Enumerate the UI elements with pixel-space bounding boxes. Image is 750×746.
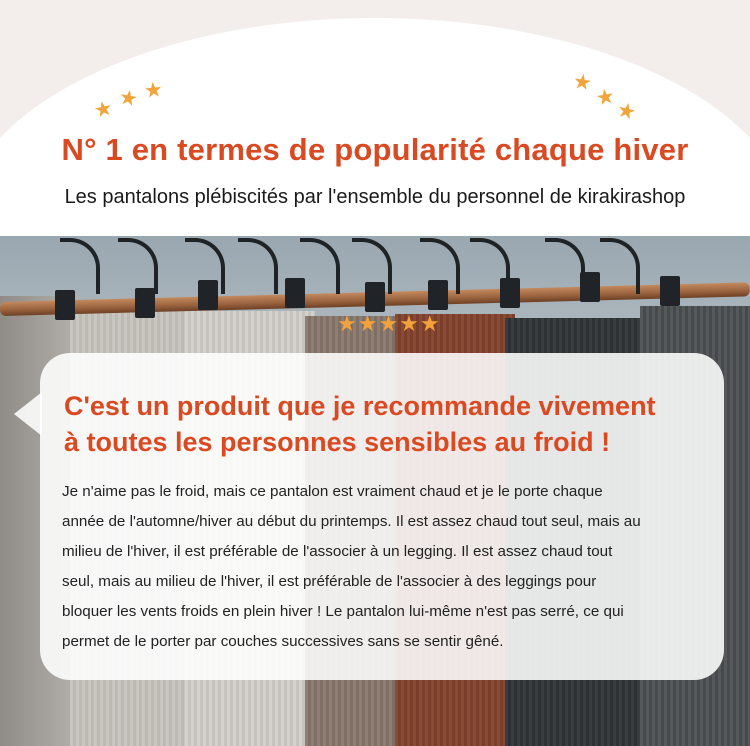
- star-icon: ★: [593, 83, 617, 111]
- hanger-clip: [500, 278, 520, 308]
- hanger-hook: [238, 238, 278, 294]
- rating-stars: ★★★★★: [337, 312, 441, 337]
- page-title: N° 1 en termes de popularité chaque hiver: [61, 132, 689, 167]
- hanger-clip: [285, 278, 305, 308]
- speech-bubble-tail: [14, 392, 42, 436]
- testimonial-headline: [64, 388, 714, 460]
- body-line: Je n'aime pas le froid, mais ce pantalon est vraiment chaud et je le porte chaque: [62, 483, 603, 500]
- testimonial-body: [62, 477, 712, 657]
- hanger-clip: [580, 272, 600, 302]
- star-icon: ★: [91, 95, 116, 123]
- headline-line: C'est un produit que je recommande vivement: [64, 391, 656, 421]
- star-icon: ★: [614, 97, 639, 125]
- body-line: seul, mais au milieu de l'hiver, il est préférable de l'associer à des leggings pour: [62, 573, 597, 590]
- hanger-clip: [198, 280, 218, 310]
- hanger-clip: [660, 276, 680, 306]
- star-icon: ★: [142, 77, 164, 103]
- star-icon: ★: [571, 68, 594, 96]
- star-icon: ★: [117, 84, 140, 112]
- body-line: bloquer les vents froids en plein hiver ! Le pantalon lui-même n'est pas serré, ce qui: [62, 603, 624, 620]
- header-section: [0, 0, 750, 236]
- hanger-hook: [545, 238, 585, 294]
- headline-line: à toutes les personnes sensibles au froid !: [64, 427, 611, 457]
- hanger-hook: [600, 238, 640, 294]
- body-line: année de l'automne/hiver au début du printemps. Il est assez chaud tout seul, mais au: [62, 513, 641, 530]
- hanger-hook: [118, 238, 158, 294]
- page-subtitle: Les pantalons plébiscités par l'ensemble du personnel de kirakirashop: [64, 186, 686, 208]
- hanger-clip: [428, 280, 448, 310]
- hanger-clip: [135, 288, 155, 318]
- body-line: permet de le porter par couches successives sans se sentir gêné.: [62, 633, 504, 650]
- hanger-hook: [300, 238, 340, 294]
- body-line: milieu de l'hiver, il est préférable de l'associer à un legging. Il est assez chaud tout: [62, 543, 613, 560]
- hanger-hook: [60, 238, 100, 294]
- hanger-clip: [55, 290, 75, 320]
- hanger-clip: [365, 282, 385, 312]
